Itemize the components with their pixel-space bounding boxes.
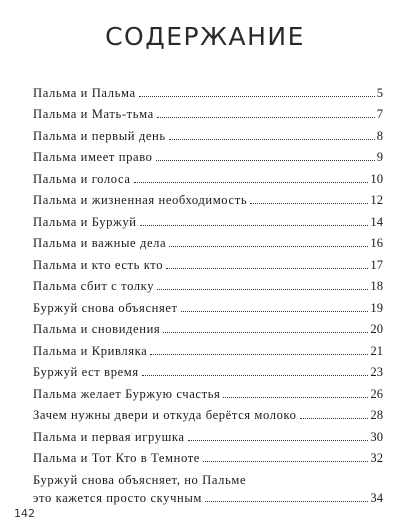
toc-entry-title: Пальма и жизненная необходимость — [33, 193, 248, 207]
toc-leader-dots — [169, 139, 375, 140]
toc-entry-title: Пальма и Мать-тьма — [33, 107, 154, 121]
toc-leader-dots — [157, 289, 368, 290]
toc-entry-page: 12 — [370, 193, 383, 207]
toc-leader-dots — [140, 225, 369, 226]
toc-leader-dots — [300, 418, 369, 419]
toc-entry-title: Пальма и важные дела — [33, 236, 167, 250]
toc-entry-page: 28 — [370, 408, 383, 422]
toc-entry-title-line-1: Буржуй снова объясняет, но Пальме — [33, 473, 247, 487]
toc-entry — [33, 100, 383, 122]
toc-entry — [33, 465, 383, 505]
toc-leader-dots — [250, 203, 368, 204]
toc-entry — [33, 207, 383, 229]
toc-entry — [33, 250, 383, 272]
toc-leader-dots — [203, 461, 368, 462]
toc-leader-dots — [166, 268, 368, 269]
toc-entry-page: 20 — [370, 322, 383, 336]
toc-entry — [33, 315, 383, 337]
toc-leader-dots — [156, 160, 375, 161]
toc-entry — [33, 293, 383, 315]
toc-entry — [33, 78, 383, 100]
toc-entry-title: Пальма и кто есть кто — [33, 257, 164, 272]
toc-entry — [33, 164, 383, 186]
page-title: СОДЕРЖАНИЕ — [105, 22, 305, 51]
toc-entry-title: Пальма сбит с толку — [33, 279, 155, 293]
toc-entry — [33, 379, 383, 401]
toc-entry-page: 5 — [376, 85, 383, 100]
toc-entry-page: 30 — [370, 429, 383, 444]
toc-entry-title: Пальма и сновидения — [33, 322, 161, 336]
toc-entry — [33, 422, 383, 444]
toc-entry-page: 17 — [370, 257, 383, 272]
toc-leader-dots — [223, 397, 368, 398]
page-number: 142 — [14, 507, 35, 520]
toc-entry-page: 14 — [370, 214, 383, 229]
toc-entry — [33, 444, 383, 466]
toc-entry-page: 34 — [370, 491, 383, 505]
toc-entry-page: 23 — [370, 365, 383, 379]
table-of-contents — [33, 78, 383, 505]
toc-leader-dots — [142, 375, 369, 376]
toc-entry-page: 9 — [376, 150, 383, 164]
toc-entry-title: Пальма и Тот Кто в Темноте — [33, 451, 200, 465]
toc-leader-dots — [188, 440, 369, 441]
toc-leader-dots — [181, 311, 369, 312]
toc-entry-title: Буржуй снова объясняет — [33, 300, 178, 315]
toc-entry-title: Пальма и первая игрушка — [33, 429, 185, 444]
toc-entry — [33, 358, 383, 380]
toc-entry-page: 16 — [370, 236, 383, 250]
toc-entry — [33, 401, 383, 423]
toc-entry-page: 32 — [370, 451, 383, 465]
toc-entry — [33, 272, 383, 294]
toc-entry-title: Пальма и голоса — [33, 171, 131, 186]
toc-entry-page: 18 — [370, 279, 383, 293]
toc-leader-dots — [134, 182, 369, 183]
toc-entry-title: Пальма и Пальма — [33, 85, 136, 100]
toc-entry-page: 19 — [370, 300, 383, 315]
toc-entry-page: 10 — [370, 171, 383, 186]
toc-entry-title: Пальма и первый день — [33, 128, 166, 143]
toc-entry — [33, 186, 383, 208]
toc-entry-title: Пальма имеет право — [33, 150, 153, 164]
toc-entry-page: 26 — [370, 386, 383, 401]
toc-entry-title-line-2: это кажется просто скучным — [33, 491, 202, 505]
toc-entry-title: Зачем нужны двери и откуда берётся молоко — [33, 408, 297, 422]
toc-leader-dots — [169, 246, 368, 247]
toc-entry — [33, 229, 383, 251]
toc-leader-dots — [163, 332, 368, 333]
toc-entry-title: Буржуй ест время — [33, 365, 139, 379]
toc-entry — [33, 143, 383, 165]
toc-leader-dots — [205, 501, 368, 502]
toc-leader-dots — [150, 354, 368, 355]
toc-entry-title: Пальма желает Буржую счастья — [33, 386, 221, 401]
toc-entry — [33, 336, 383, 358]
toc-entry-title: Пальма и Буржуй — [33, 214, 137, 229]
toc-entry-page: 7 — [376, 107, 383, 121]
toc-entry — [33, 121, 383, 143]
toc-entry-title: Пальма и Кривляка — [33, 343, 148, 358]
toc-leader-dots — [157, 117, 375, 118]
toc-entry-page: 21 — [370, 343, 383, 358]
toc-leader-dots — [139, 96, 375, 97]
toc-entry-last-line — [33, 491, 383, 505]
toc-entry-page: 8 — [376, 128, 383, 143]
